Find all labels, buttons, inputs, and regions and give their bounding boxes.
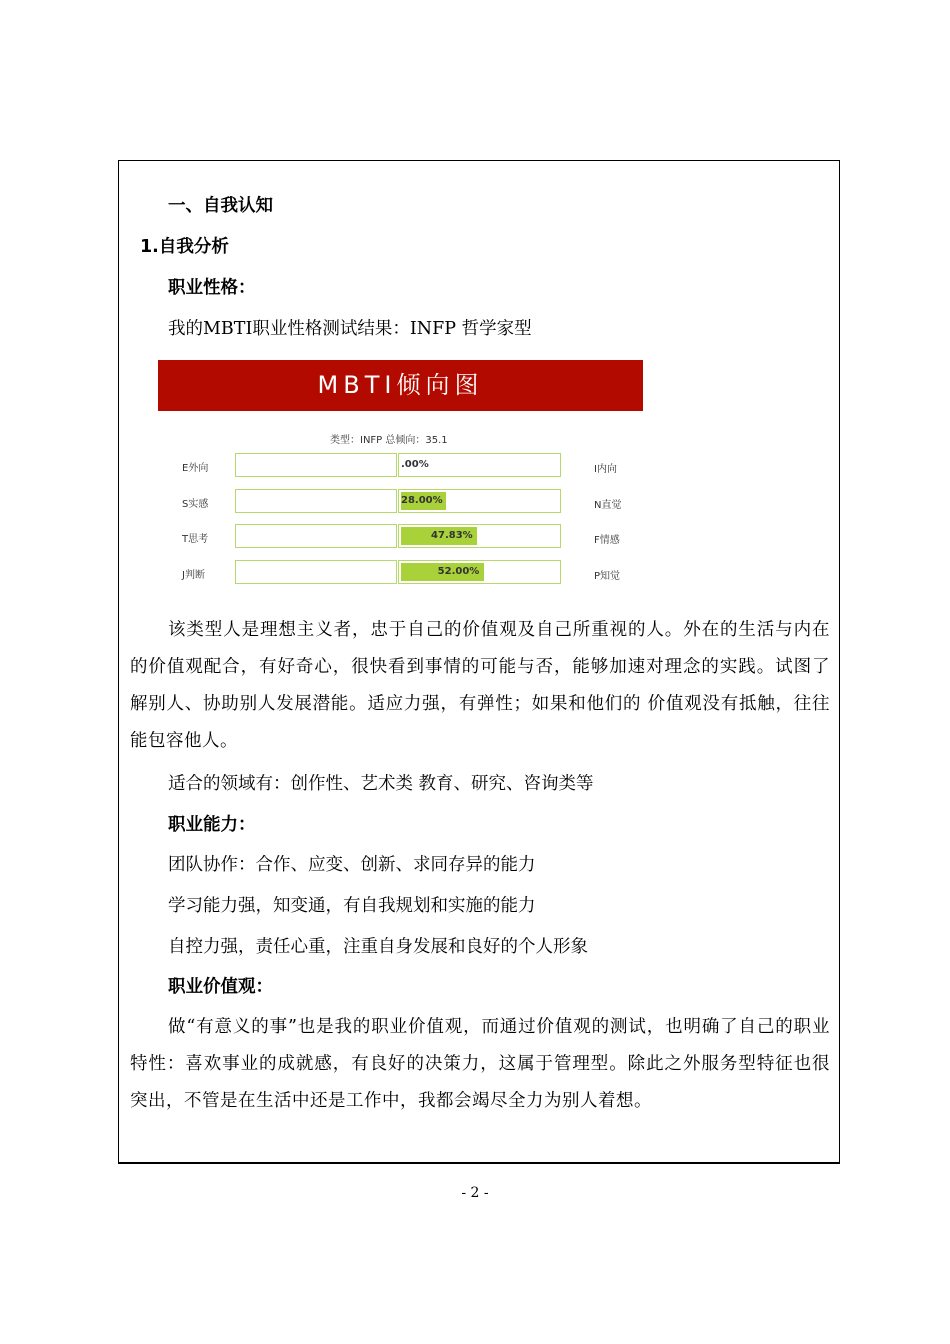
mbti-result-line: 我的MBTI职业性格测试结果：INFP 哲学家型 bbox=[168, 319, 532, 339]
personality-heading: 职业性格： bbox=[168, 278, 256, 298]
bar-track-right bbox=[398, 560, 561, 584]
bar-track-left bbox=[235, 489, 397, 513]
ability-heading: 职业能力： bbox=[168, 815, 256, 835]
values-text: 做“有意义的事”也是我的职业价值观，而通过价值观的测试，也明确了自己的职业特性：喜欢事业的成就感，有良好的决策力，这属于管理型。除此之外服务型特征也很突出，不管是在生活中还是工作中，我都会竭尽全力为别人着想。 bbox=[130, 1017, 830, 1111]
data-label: .00% bbox=[401, 459, 429, 470]
bar-track-right bbox=[398, 489, 561, 513]
data-label: 47.83% bbox=[431, 530, 473, 541]
axis-label-right: N直觉 bbox=[594, 499, 622, 511]
section-title: 一、自我认知 bbox=[168, 196, 273, 216]
bar-track-right bbox=[398, 524, 561, 548]
axis-label-right: F情感 bbox=[594, 535, 620, 546]
bar-track-left bbox=[235, 453, 397, 477]
page-number: - 2 - bbox=[461, 1185, 489, 1201]
chart-subtitle: 类型：INFP 总倾向：35.1 bbox=[330, 435, 448, 446]
subsection-title: 1.自我分析 bbox=[140, 237, 229, 257]
data-label: 28.00% bbox=[401, 494, 443, 506]
data-label: 52.00% bbox=[437, 565, 480, 577]
personality-description: 该类型人是理想主义者，忠于自己的价值观及自己所重视的人。外在的生活与内在的价值观配合，有好奇心，很快看到事情的可能与否，能够加速对理念的实践。试图了解别人、协助别人发展潜能。适应力强，有弹性；如果和他们的 价值观没有抵触，往往能包容他人。 bbox=[130, 620, 830, 751]
suitable-fields: 适合的领域有：创作性、艺术类 教育、研究、咨询类等 bbox=[168, 774, 594, 794]
chart-title-banner: MBTI倾向图 bbox=[158, 360, 643, 411]
values-heading: 职业价值观： bbox=[168, 977, 273, 997]
ability-item: 团队协作：合作、应变、创新、求同存异的能力 bbox=[168, 855, 536, 875]
ability-item: 学习能力强，知变通，有自我规划和实施的能力 bbox=[168, 896, 536, 916]
axis-label-left: J判断 bbox=[182, 569, 205, 581]
bar-track-right bbox=[398, 453, 561, 477]
axis-label-left: T思考 bbox=[182, 534, 209, 545]
axis-label-left: S实感 bbox=[182, 498, 209, 510]
bar-track-left bbox=[235, 560, 397, 584]
ability-item: 自控力强，责任心重，注重自身发展和良好的个人形象 bbox=[168, 937, 588, 957]
bar-track-left bbox=[235, 524, 397, 548]
axis-label-left: E外向 bbox=[182, 463, 209, 474]
axis-label-right: P知觉 bbox=[594, 570, 621, 582]
axis-label-right: I内向 bbox=[594, 464, 617, 475]
